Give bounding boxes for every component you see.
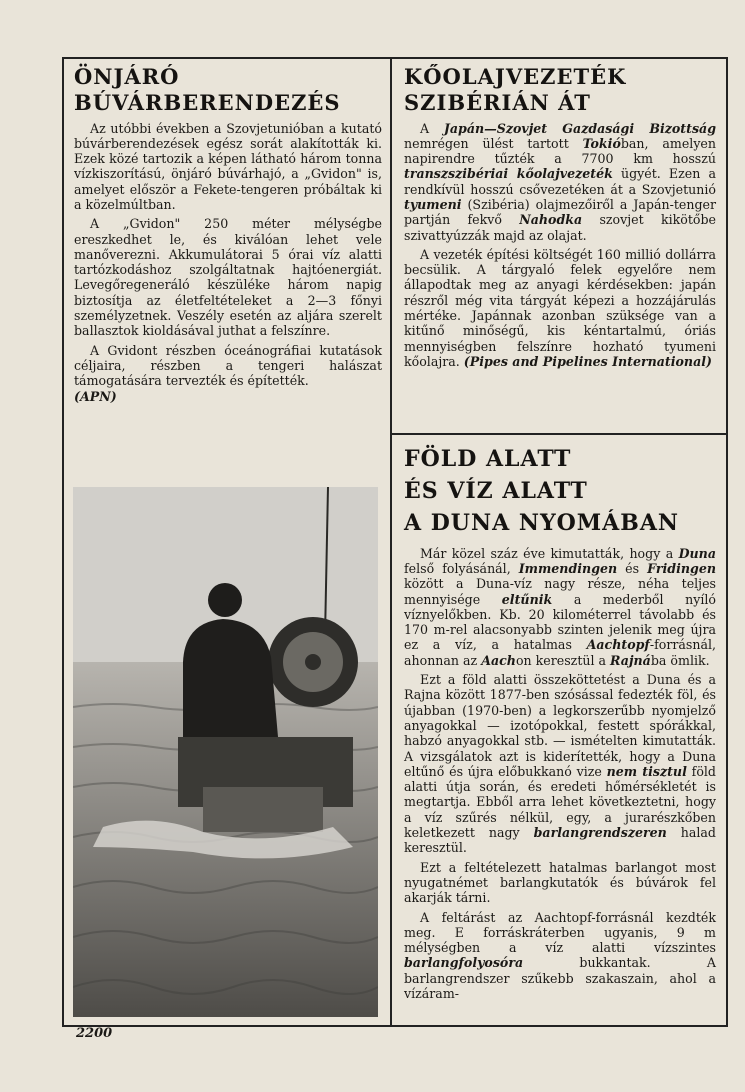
right-bottom-article-body bbox=[404, 546, 716, 1002]
right-top-article-body bbox=[404, 121, 716, 370]
right-top-paragraph-2: A vezeték építési költségét 160 millió dollárra becsülik. A tárgyaló felek egyelőre nem állapodtak meg az anyagi kérdésekben: japán részről még vita tárgyát képezi a hozzájárulás mértéke. Japánnak azonban szüksége van a kitűnő minőségű, kis kéntartalmú, óriás mennyiségben felszínre hozható tyumeni kőolajra. (Pipes and Pipelines International) bbox=[404, 246, 716, 369]
right-bottom-paragraph-4: A feltárást az Aachtopf-forrásnál kezdték meg. E forráskráterben ugyanis, 9 m mélységben a víz alatti vízszintes barlangfolyosóra bukkantak. A barlangrendszer szűkebb szakaszain, ahol a vízáram- bbox=[404, 909, 716, 1001]
right-top-title-line2: SZIBÉRIÁN ÁT bbox=[404, 90, 591, 116]
right-top-title-line1: KŐOLAJVEZETÉK bbox=[404, 64, 627, 89]
right-bottom-article-title bbox=[404, 444, 716, 540]
left-article-title bbox=[74, 64, 382, 117]
right-top-paragraph-1: A Japán—Szovjet Gazdasági Bizottság nemrégen ülést tartott Tokióban, amelyen napirendre tűzték a 7700 km hosszú transzszibériai kőolajvezeték ügyét. Ezen a rendkívül hosszú csővezetéken át a Szovjetunió tyumeni (Szibéria) olajmezőiről a Japán-tenger partján fekvő Nahodka szovjet kikötőbe szivattyúzzák majd az olajat. bbox=[404, 120, 717, 243]
left-paragraph-1: Az utóbbi években a Szovjetunióban a kutató búvárberendezések egész sorát alakították ki. Ezek közé tartozik a képen látható három tonna vízkiszorítású, önjáró búvárhajó, a „Gvidon" is, amelyet először a Fekete-tengeren próbáltak ki a közelmúltban. bbox=[74, 120, 382, 212]
left-title-line1: ÖNJÁRÓ bbox=[74, 64, 180, 89]
submersible-photo bbox=[73, 487, 378, 1017]
left-article-body bbox=[74, 121, 382, 404]
left-paragraph-2: A „Gvidon" 250 méter mélységbe ereszkedhet le, és kiválóan lehet vele manőverezni. Akkumulátorai 5 órai víz alatti tartózkodáshoz szolgáltatnak hajtóenergiát. Levegőregeneráló készüléke három napig biztosítja az életfeltételeket a 2—3 főnyi személyzetnek. Veszély esetén az aljára szerelt ballasztok kioldásával juthat a felszínre. bbox=[74, 216, 382, 339]
right-bottom-paragraph-3: Ezt a feltételezett hatalmas barlangot most nyugatnémet barlangkutatók és búvárok fel akarják tárni. bbox=[404, 859, 716, 906]
right-top-source: (Pipes and Pipelines International) bbox=[463, 353, 712, 369]
left-paragraph-3: A Gvidont részben óceánográfiai kutatások céljaira, részben a tengeri halászat támogatására tervezték és építették. (APN) bbox=[74, 342, 382, 404]
right-top-article-title bbox=[404, 64, 716, 117]
page-number: 2200 bbox=[76, 1026, 113, 1041]
left-title-line2: BÚVÁRBERENDEZÉS bbox=[74, 90, 341, 116]
right-bottom-paragraph-2: Ezt a föld alatti összeköttetést a Duna és a Rajna között 1877-ben szósással fedezték föl, és újabban (1970-ben) a legkorszerűbb nyomjelző anyagokkal — izotópokkal, festett spórákkal, habzó anyagokkal stb. — ismételten kimutatták. A vizsgálatok azt is kiderítették, hogy a Duna eltűnő és újra előbukkanó vize nem tisztul föld alatti útja során, és eredeti hőmérsékletét is megtartja. Ebből arra lehet következtetni, hogy a víz szűrés nélkül, egy, a jurarészkőben keletkezett nagy barlangrendszeren halad keresztül. bbox=[404, 672, 716, 856]
right-bottom-title-line3: A DUNA NYOMÁBAN bbox=[404, 509, 680, 536]
right-top-article bbox=[404, 64, 716, 369]
left-article bbox=[74, 64, 382, 404]
right-bottom-article bbox=[404, 444, 716, 1001]
right-bottom-title-line1: FÖLD ALATT bbox=[404, 446, 572, 472]
right-bottom-paragraph-1: Már közel száz éve kimutatták, hogy a Duna felső folyásánál, Immendingen és Fridingen között a Duna-víz nagy része, néha teljes mennyisége eltűnik a mederből nyíló víznyelőkben. Kb. 20 kilométerrel távolabb és 170 m-rel alacsonyabb szinten jelenik meg újra ez a víz, a hatalmas Aachtopf-forrásnál, ahonnan az Aachon keresztül a Rajnába ömlik. bbox=[404, 545, 716, 668]
right-bottom-title-line2: ÉS VÍZ ALATT bbox=[404, 477, 588, 504]
left-source: (APN) bbox=[74, 388, 117, 404]
submersible-illustration bbox=[73, 487, 378, 1017]
